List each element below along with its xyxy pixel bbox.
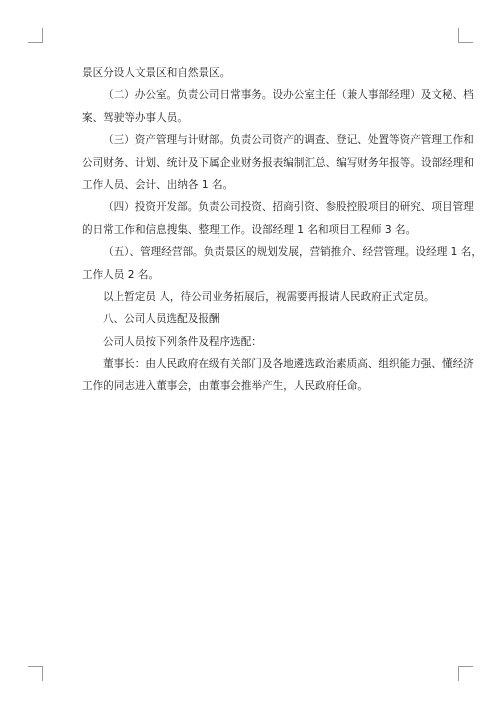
crop-mark-bottom-right xyxy=(458,666,473,681)
section-heading: 八、公司人员选配及报酬 xyxy=(103,313,220,326)
text-line: 景区分设人文景区和自然景区。 xyxy=(82,67,231,79)
text-line: （三）资产管理与计财部。负责公司资产的调查、登记、处置等资产管理工作和 xyxy=(103,134,474,147)
text-line: 工作的同志进入董事会，由董事会推举产生，人民政府任命。 xyxy=(82,380,369,393)
crop-mark-top-right xyxy=(458,28,473,43)
text-line: 董事长：由人民政府在级有关部门及各地遴选政治素质高、组织能力强、懂经济 xyxy=(103,358,474,371)
text-line: 以上暂定员 人，待公司业务拓展后，视需要再报请人民政府正式定员。 xyxy=(103,290,435,303)
text-line: 工作人员、会计、出纳各 1 名。 xyxy=(82,178,234,191)
text-line: 公司财务、计划、统计及下属企业财务报表编制汇总、编写财务年报等。设部经理和 xyxy=(82,156,474,169)
text-line: 案、驾驶等办事人员。 xyxy=(82,111,188,124)
crop-mark-bottom-left xyxy=(28,666,43,681)
document-body xyxy=(82,62,482,398)
text-line: 公司人员按下列条件及程序选配： xyxy=(103,335,262,348)
text-line: （二）办公室。负责公司日常事务。设办公室主任（兼人事部经理）及文秘、档 xyxy=(103,89,474,102)
text-line: （五）、管理经营部。负责景区的规划发展，营销推介、经营管理。设经理 1 名， xyxy=(103,246,482,259)
text-line: （四）投资开发部。负责公司投资、招商引资、参股控股项目的研究、项目管理 xyxy=(103,201,474,214)
crop-mark-top-left xyxy=(28,28,43,43)
text-line: 工作人员 2 名。 xyxy=(82,268,160,281)
text-line: 的日常工作和信息搜集、整理工作。设部经理 1 名和项目工程师 3 名。 xyxy=(82,223,417,236)
